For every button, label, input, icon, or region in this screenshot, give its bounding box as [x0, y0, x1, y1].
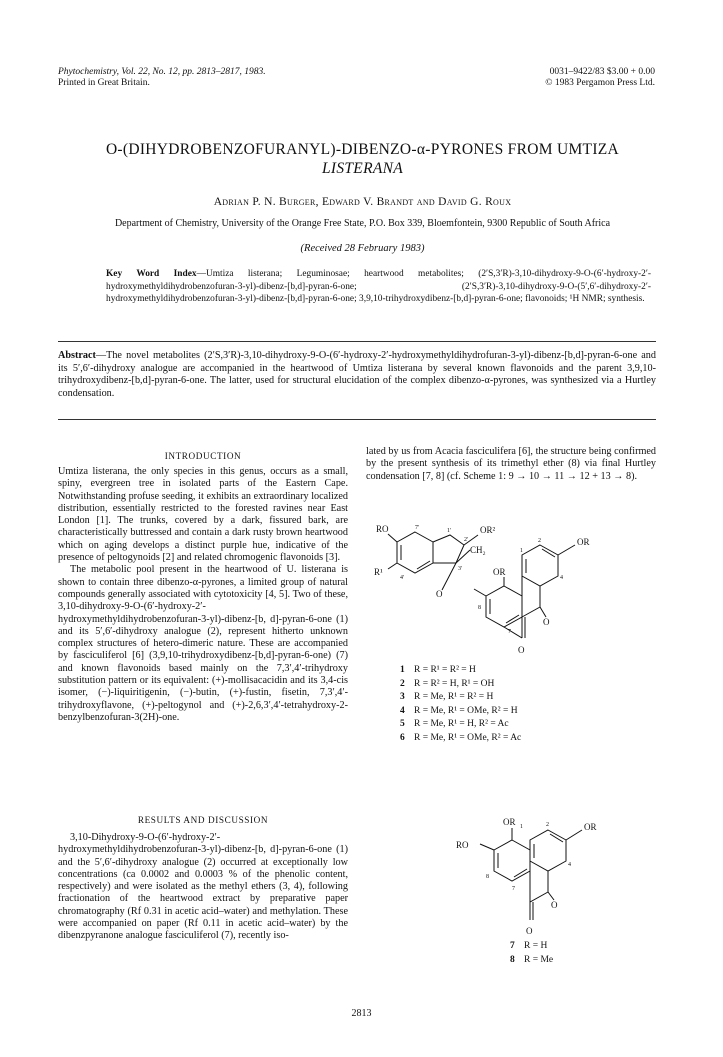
num-2: 2	[546, 822, 549, 828]
keywords-text: —Umtiza listerana; Leguminosae; heartwood metabolites; (2′S,3′R)-3,10-dihydroxy-9-O-(6′-hydroxy-2′-hydroxymethyldihydrobenzofuran-3-yl)-dibenz-[b,d]-pyran-6-one; (2′S,3′R)-3,10-dihydroxy-9-O-(5′,6′-dihydroxy-2′-hydroxymethyldihydrobenzofuran-3-yl)-dibenz-[b,d]-pyran-6-one; 3,9,10-trihydroxydibenz-[b,d]-pyran-6-one; flavonoids; ¹H NMR; synthesis.	[106, 269, 651, 305]
bond	[456, 550, 470, 563]
label-or: OR	[493, 567, 506, 577]
bond	[566, 830, 582, 840]
right-column-text	[366, 446, 656, 483]
num-1: 1	[520, 548, 523, 554]
legend-row: 4 R = Me, R¹ = OMe, R² = H	[400, 705, 518, 716]
label-o-carbonyl: O	[526, 926, 533, 936]
bond	[474, 589, 486, 596]
legend-2	[510, 940, 553, 967]
right-paragraph-1: lated by us from Acacia fasciculifera [6], the structure being confirmed by the present synthesis of its trimethyl ether (8) via final Hurtley condensation [7, 8] (cf. Scheme 1: 9 → 10 → 11 → 12 + 13 → 8).	[366, 446, 656, 482]
num-4: 4	[568, 862, 571, 868]
intro-paragraph-1: Umtiza listerana, the only species in this genus, occurs as a small, spiny, evergreen tree in isolated parts of the Eastern Cape. Notwithstanding profuse seeding, it exhibits an extraordinary localized distribution, essentially restricted to the forested ravines near East London [1]. The trunks, covered by a dark, fissured bark, are characteristically buttressed and contain a dark rusty brown heartwood which on aging develops a distinct purple hue, indicative of the presence of peltogynoids [2] and related chromogenic flavonoids [3].	[58, 466, 348, 564]
intro-paragraph-2: The metabolic pool present in the heartwood of U. listerana is shown to contain three dibenzo-α-pyrones, a limited group of natural compounds generally associated with cytotoxicity [4, 5]. Two of these, 3,10-dihydroxy-9-O-(6′-hydroxy-2′-hydroxymethyldihydrobenzofuran-3-yl)-dibenz-[b, d]-pyran-6-one (1) and its 5′,6′-dihydroxy analogue (2), represent hitherto unknown complex structures of hetero-dimeric nature. These are accompanied by fasciculiferol [6] (3,9,10-trihydroxydibenz-[b,d]-pyran-6-one) (7) and known flavonoids based mainly on the 7,3′,4′-trihydroxy substitution pattern or its equivalent: (+)-mollisacacidin and its 3,4-cis isomer, (−)-liquiritigenin, (−)-butin, (+)-fustin, fisetin, 7,3′,4′-trihydroxyflavone, (+)-peltogynol and (+)-2,6,3′,4′-tetrahydroxy-2-benzylbenzofuran-3(2H)-one.	[58, 564, 348, 723]
label-or-right: OR	[577, 537, 590, 547]
introduction-heading: INTRODUCTION	[164, 451, 242, 461]
furan-ring	[433, 535, 464, 563]
affiliation: Department of Chemistry, University of the Orange Free State, P.O. Box 339, Bloemfontein, 9300 Republic of South Africa	[114, 218, 611, 229]
label-ro: RO	[376, 524, 389, 534]
abstract-text: —The novel metabolites (2′S,3′R)-3,10-dihydroxy-9-O-(6′-hydroxy-2′-hydroxymethyldihydrofuran-3-yl)-dibenz-[b,d]-pyran-6-one and its 5′,6′-dihydroxy analogue are accompanied in the heartwood of Umtiza listerana by several known flavonoids and the parent 3,9,10-trihydroxydibenz-[b,d]-pyran-6-one. The latter, used for structural elucidation of the complex dibenzo-α-pyrones, was synthesized via a Hurtley condensation.	[58, 350, 656, 399]
title-line-2: LISTERANA	[321, 160, 404, 177]
num-1p: 1′	[447, 528, 452, 534]
authors: Adrian P. N. Burger, Edward V. Brandt and David G. Roux	[213, 196, 512, 208]
keywords	[106, 268, 651, 306]
abstract-label: Abstract	[58, 350, 96, 361]
ring-a	[486, 586, 522, 627]
label-o-carbonyl: O	[518, 645, 525, 655]
legend-1	[400, 664, 521, 745]
divider-top	[58, 341, 656, 342]
bond	[480, 844, 494, 850]
pyrone-bond	[522, 586, 540, 617]
divider-bottom	[58, 419, 656, 420]
introduction-body	[58, 466, 348, 724]
bond	[388, 563, 397, 569]
num-7p: 7′	[415, 525, 420, 531]
legend-row: 5 R = Me, R¹ = H, R² = Ac	[400, 719, 509, 729]
publisher-header	[545, 67, 655, 89]
journal-header	[58, 67, 266, 89]
legend-row: 3 R = Me, R¹ = R² = H	[400, 692, 494, 702]
printed-in: Printed in Great Britain.	[58, 78, 150, 88]
legend-row: 2 R = R² = H, R¹ = OH	[400, 678, 495, 689]
received-date: (Received 28 February 1983)	[300, 243, 425, 254]
ring-c	[522, 545, 558, 586]
label-o-pyrone: O	[551, 900, 558, 910]
ring-a	[494, 840, 530, 881]
bond	[388, 534, 397, 542]
ring-c	[530, 830, 566, 871]
pyrone-bond	[530, 871, 548, 902]
results-paragraph-1: 3,10-Dihydroxy-9-O-(6′-hydroxy-2′-hydroxymethyldihydrobenzofuran-3-yl)-dibenz-[b, d]-pyran-6-one (1) and the 5′,6′-dihydroxy analogue (2) occurred at exceptionally low concentrations (ca 0.0002 and 0.0003 % of the phenolic content, respectively) and were isolated as the methyl ethers (3, 4), following fractionation of the heartwood extract by preparative paper chromatography (Rf 0.31 in acetic acid–water) and methylation. These were accompanied on paper (Rf 0.11 in acetic acid–water) by the dibenzpyranone analogue fasciculiferol (7), recently iso-	[58, 832, 348, 942]
copyright: © 1983 Pergamon Press Ltd.	[545, 78, 655, 88]
keywords-label: Key Word Index	[106, 269, 197, 279]
structure-1-diagram	[370, 505, 650, 670]
num-3p: 3′	[458, 566, 463, 572]
legend-row: 7 R = H	[510, 941, 548, 951]
bond	[442, 563, 456, 590]
title-line-1: O-(DIHYDROBENZOFURANYL)-DIBENZO-α-PYRONES FROM UMTIZA	[105, 141, 620, 158]
page-number: 2813	[351, 1008, 372, 1019]
num-4p: 4′	[400, 575, 405, 581]
abstract	[58, 350, 656, 400]
legend-row: 8 R = Me	[510, 954, 554, 965]
num-7: 7	[512, 886, 515, 892]
article-title	[40, 140, 685, 178]
label-ch2: CH₂	[470, 545, 486, 555]
num-2: 2	[538, 538, 541, 544]
results-body	[58, 832, 348, 943]
label-or-top: OR	[503, 817, 516, 827]
bond	[548, 892, 554, 900]
legend-row: 1 R = R¹ = R² = H	[400, 665, 476, 675]
issn: 0031–9422/83 $3.00 + 0.00	[549, 67, 655, 77]
label-o-pyrone: O	[543, 617, 550, 627]
journal-citation: Phytochemistry, Vol. 22, No. 12, pp. 2813–2817, 1983.	[58, 67, 266, 77]
num-7: 7	[508, 629, 511, 635]
label-or2: OR²	[480, 525, 496, 535]
benzofuran-ring	[397, 532, 433, 573]
structure-2-diagram	[440, 808, 640, 938]
num-1: 1	[520, 824, 523, 830]
bond	[540, 607, 546, 617]
results-heading: RESULTS AND DISCUSSION	[137, 815, 269, 825]
num-8: 8	[486, 874, 489, 880]
bond	[558, 545, 575, 555]
label-ro: RO	[456, 840, 469, 850]
legend-row: 6 R = Me, R¹ = OMe, R² = Ac	[400, 732, 522, 743]
label-o-furan: O	[436, 589, 443, 599]
bond	[504, 627, 522, 638]
label-or-right: OR	[584, 822, 597, 832]
num-8: 8	[478, 605, 481, 611]
num-2p: 2′	[464, 537, 469, 543]
num-4: 4	[560, 575, 563, 581]
label-r1: R¹	[374, 567, 383, 577]
